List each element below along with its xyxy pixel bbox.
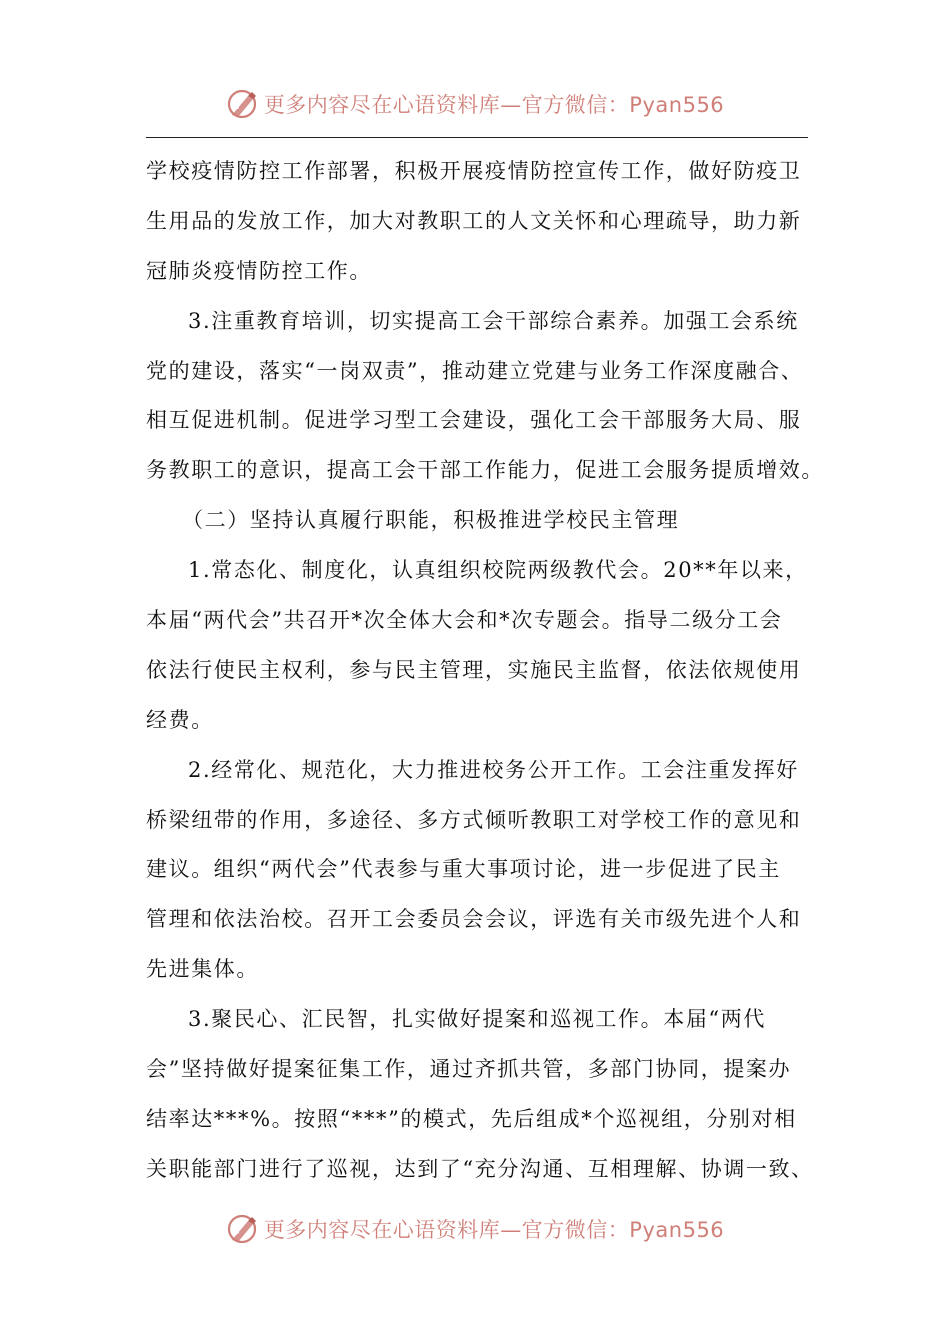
paragraph-start: 1.常态化、制度化，认真组织校院两级教代会。20**年以来， <box>188 558 808 583</box>
pen-nib-logo-icon <box>226 87 260 121</box>
paragraph-start: 2.经常化、规范化，大力推进校务公开工作。工会注重发挥好 <box>188 757 799 782</box>
text-line: 相互促进机制。促进学习型工会建设，强化工会干部服务大局、服 <box>146 408 802 433</box>
text-line: 冠肺炎疫情防控工作。 <box>146 258 372 283</box>
header-divider <box>146 137 808 138</box>
text-line: 桥梁纽带的作用，多途径、多方式倾听教职工对学校工作的意见和 <box>146 807 802 832</box>
pen-nib-logo-icon <box>226 1212 260 1246</box>
text-line: 关职能部门进行了巡视，达到了“充分沟通、互相理解、协调一致、 <box>146 1156 814 1181</box>
text-line: 依法行使民主权利，参与民主管理，实施民主监督，依法依规使用 <box>146 657 802 682</box>
section-heading: （二）坚持认真履行职能，积极推进学校民主管理 <box>182 508 680 533</box>
text-line: 经费。 <box>146 707 214 732</box>
text-line: 建议。组织“两代会”代表参与重大事项讨论，进一步促进了民主 <box>146 857 781 882</box>
text-line: 管理和依法治校。召开工会委员会会议，评选有关市级先进个人和 <box>146 907 802 932</box>
document-body <box>146 153 824 1201</box>
paragraph-start: 3.注重教育培训，切实提高工会干部综合素养。加强工会系统 <box>188 308 799 333</box>
header-watermark-text: 更多内容尽在心语资料库—官方微信：Pyan556 <box>263 93 725 117</box>
footer-watermark-text: 更多内容尽在心语资料库—官方微信：Pyan556 <box>263 1218 725 1242</box>
text-line: 本届“两代会”共召开*次全体大会和*次专题会。指导二级分工会 <box>146 608 783 633</box>
text-line: 会”坚持做好提案征集工作，通过齐抓共管，多部门协同，提案办 <box>146 1057 792 1082</box>
text-line: 学校疫情防控工作部署，积极开展疫情防控宣传工作，做好防疫卫 <box>146 159 802 183</box>
footer-banner <box>0 1209 950 1249</box>
paragraph-start: 3.聚民心、汇民智，扎实做好提案和巡视工作。本届“两代 <box>188 1007 766 1032</box>
text-line: 生用品的发放工作，加大对教职工的人文关怀和心理疏导，助力新 <box>146 208 802 233</box>
text-line: 结率达***%。按照“***”的模式，先后组成*个巡视组，分别对相 <box>146 1106 797 1131</box>
text-line: 先进集体。 <box>146 957 259 982</box>
text-line: 务教职工的意识，提高工会干部工作能力，促进工会服务提质增效。 <box>146 458 824 483</box>
text-line: 党的建设，落实“一岗双责”，推动建立党建与业务工作深度融合、 <box>146 358 804 383</box>
header-banner <box>0 84 950 124</box>
